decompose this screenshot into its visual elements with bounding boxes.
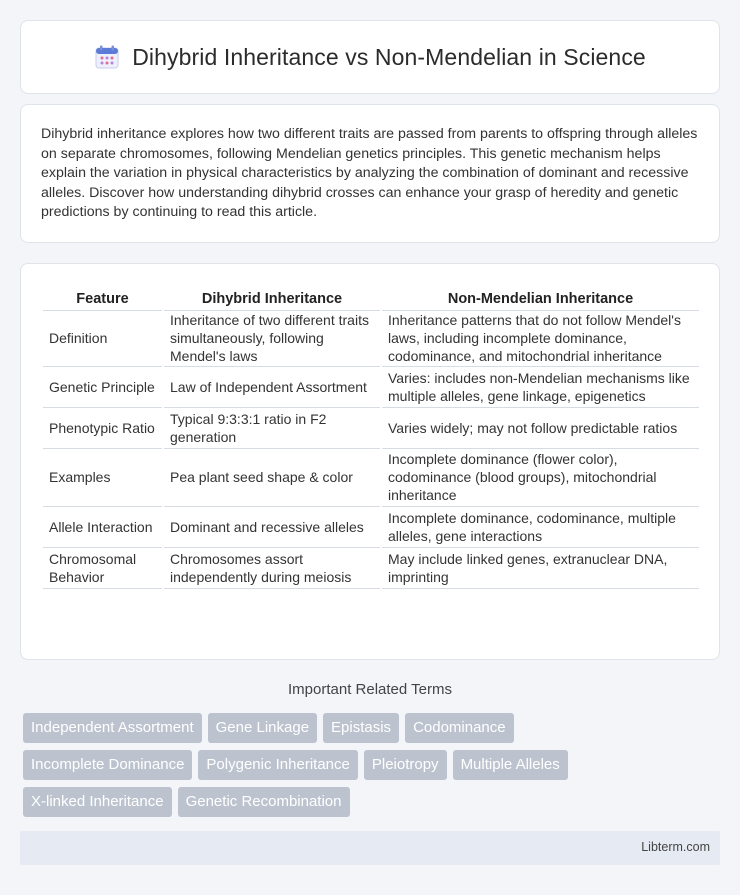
dihybrid-cell: Inheritance of two different traits simultaneously, following Mendel's laws [163, 310, 381, 366]
comparison-table-card [20, 263, 720, 660]
related-terms-heading: Important Related Terms [288, 681, 452, 698]
feature-cell: Phenotypic Ratio [43, 407, 163, 448]
feature-cell: Allele Interaction [43, 506, 163, 547]
footer [20, 831, 720, 865]
dihybrid-cell: Typical 9:3:3:1 ratio in F2 generation [163, 407, 381, 448]
tag-polygenic-inheritance[interactable]: Polygenic Inheritance [198, 750, 357, 780]
non-mendelian-cell: Varies: includes non-Mendelian mechanisms like multiple alleles, gene linkage, epigenetics [381, 366, 699, 407]
non-mendelian-cell: Incomplete dominance (flower color), codominance (blood groups), mitochondrial inheritance [381, 448, 699, 506]
related-terms-list [23, 713, 723, 824]
non-mendelian-cell: Inheritance patterns that do not follow Mendel's laws, including incomplete dominance, codominance, and mitochondrial inheritance [381, 310, 699, 366]
tag-x-linked-inheritance[interactable]: X-linked Inheritance [23, 787, 172, 817]
tag-gene-linkage[interactable]: Gene Linkage [208, 713, 317, 743]
intro-paragraph: Dihybrid inheritance explores how two different traits are passed from parents to offspring through alleles on separate chromosomes, following Mendelian genetics principles. This genetic mechanism helps explain the variation in physical characteristics by analyzing the combination of dominant and recessive alleles. Discover how understanding dihybrid crosses can enhance your grasp of heredity and genetic predictions by continuing to read this article. [41, 126, 698, 221]
dihybrid-cell: Dominant and recessive alleles [163, 506, 381, 547]
table-row [43, 506, 699, 547]
tag-pleiotropy[interactable]: Pleiotropy [364, 750, 447, 780]
tag-independent-assortment[interactable]: Independent Assortment [23, 713, 202, 743]
tag-genetic-recombination[interactable]: Genetic Recombination [178, 787, 350, 817]
non-mendelian-cell: Incomplete dominance, codominance, multiple alleles, gene interactions [381, 506, 699, 547]
intro-card [20, 104, 720, 243]
non-mendelian-cell: May include linked genes, extranuclear DNA, imprinting [381, 547, 699, 588]
tag-row [23, 787, 723, 817]
table-row [43, 310, 699, 366]
dihybrid-cell: Chromosomes assort independently during meiosis [163, 547, 381, 588]
feature-cell: Examples [43, 448, 163, 506]
table-row [43, 407, 699, 448]
comparison-table [43, 284, 699, 589]
table-row [43, 448, 699, 506]
column-header-feature: Feature [43, 284, 163, 310]
column-header-non-mendelian: Non-Mendelian Inheritance [381, 284, 699, 310]
tag-row [23, 750, 723, 780]
table-row [43, 547, 699, 588]
title-wrap [94, 44, 646, 71]
tag-epistasis[interactable]: Epistasis [323, 713, 399, 743]
table-header-row [43, 284, 699, 310]
tag-incomplete-dominance[interactable]: Incomplete Dominance [23, 750, 192, 780]
feature-cell: Chromosomal Behavior [43, 547, 163, 588]
feature-cell: Genetic Principle [43, 366, 163, 407]
header-card [20, 20, 720, 94]
dihybrid-cell: Law of Independent Assortment [163, 366, 381, 407]
dihybrid-cell: Pea plant seed shape & color [163, 448, 381, 506]
tag-codominance[interactable]: Codominance [405, 713, 514, 743]
non-mendelian-cell: Varies widely; may not follow predictable ratios [381, 407, 699, 448]
column-header-dihybrid: Dihybrid Inheritance [163, 284, 381, 310]
tag-row [23, 713, 723, 743]
page-title: Dihybrid Inheritance vs Non-Mendelian in Science [132, 43, 646, 70]
feature-cell: Definition [43, 310, 163, 366]
calendar-icon [94, 44, 120, 70]
table-row [43, 366, 699, 407]
tag-multiple-alleles[interactable]: Multiple Alleles [453, 750, 568, 780]
footer-site-link[interactable]: Libterm.com [641, 840, 710, 854]
